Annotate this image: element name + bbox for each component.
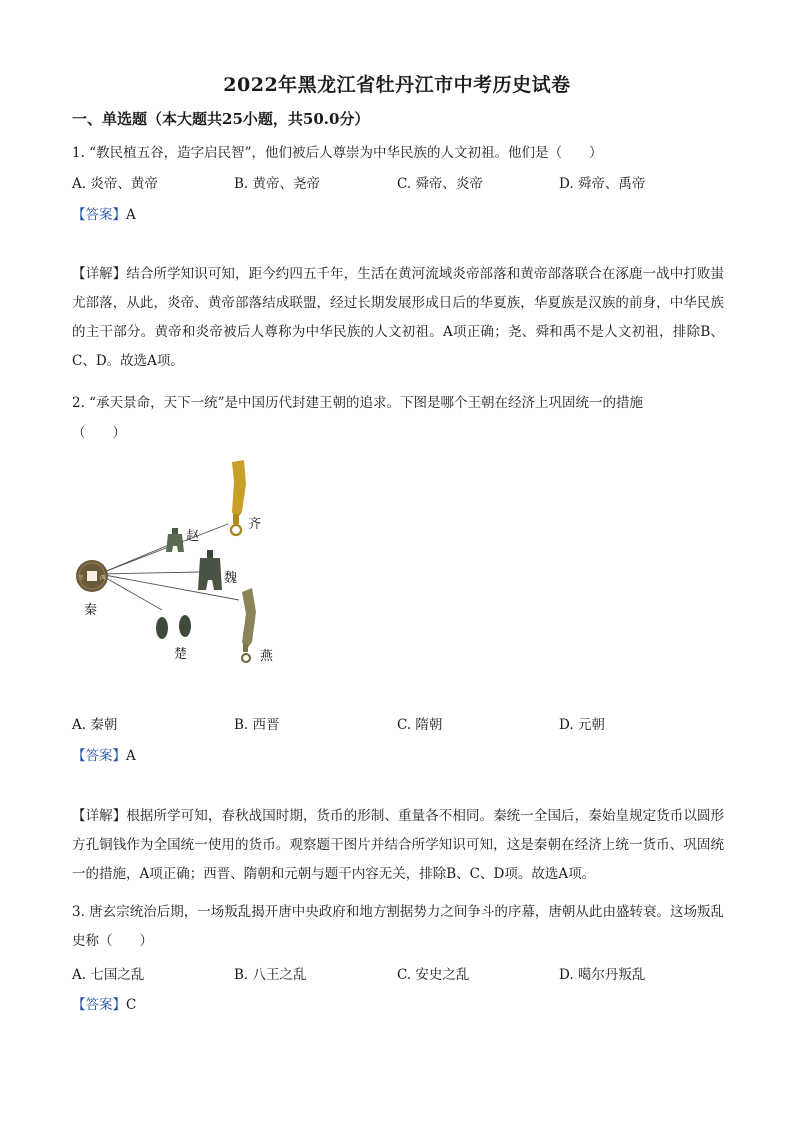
q2-explanation: 【详解】根据所学可知，春秋战国时期，货币的形制、重量各不相同。秦统一全国后，秦始皇规定货币以圆形方孔铜钱作为全国统一使用的货币。观察题干图片并结合所学知识可知，这是秦朝在经济上统一货币、巩固统一的措施，A项正确；西晋、隋朝和元朝与题干内容无关，排除B、C、D项。故选A项。 [72,808,724,882]
section-heading: 一、单选题（本大题共25小题，共50.0分） [72,110,370,128]
zhao-spade-coin-icon [166,528,184,552]
q1-explanation: 【详解】结合所学知识可知，距今约四五千年，生活在黄河流域炎帝部落和黄帝部落联合在涿鹿一战中打败蚩尤部落，从此，炎帝、黄帝部落结成联盟，经过长期发展形成日后的华夏族，华夏族是汉族的前身，中华民族的主干部分。黄帝和炎帝被后人尊称为中华民族的人文初祖。A项正确；尧、舜和禹不是人文初祖，排除B、C、D。故选A项。 [72,266,724,369]
q1-option-b[interactable]: B. 黄帝、尧帝 [234,176,321,192]
answer-tag: 【答案】 [72,997,126,1013]
q2-stem-bracket: （ ） [72,425,126,441]
label-qi: 齐 [248,517,262,532]
q2-answer-value: A [126,748,136,764]
label-zhao: 赵 [186,529,200,544]
q2-option-a[interactable]: A. 秦朝 [72,717,118,733]
q3-stem: 3. 唐玄宗统治后期，一场叛乱揭开唐中央政府和地方割据势力之间争斗的序幕，唐朝从此由盛转衰。这场叛乱史称（ ） [72,904,724,949]
q1-options [72,172,732,192]
svg-text:两: 两 [100,575,107,582]
q3-option-d[interactable]: D. 噶尔丹叛乱 [559,967,646,983]
q2-stem: 2. “承天景命，天下一统”是中国历代封建王朝的追求。下图是哪个王朝在经济上巩固统一的措施 [72,395,643,411]
q1-option-a[interactable]: A. 炎帝、黄帝 [72,176,158,192]
label-chu: 楚 [174,647,188,662]
q1-answer [72,203,136,223]
label-yan: 燕 [260,649,274,664]
q2-option-c[interactable]: C. 隋朝 [397,717,443,733]
answer-tag: 【答案】 [72,748,126,764]
q1-stem: 1. “教民植五谷，造字启民智”，他们被后人尊崇为中华民族的人文初祖。他们是（ ） [72,145,603,161]
yan-knife-coin-icon [242,588,256,662]
q3-option-b[interactable]: B. 八王之乱 [234,967,307,983]
wei-spade-coin-icon [198,550,222,590]
q2-option-b[interactable]: B. 西晋 [234,717,280,733]
qin-coin-icon [76,560,108,592]
chu-ant-nose-coin-icon [156,615,191,639]
label-wei: 魏 [224,571,238,586]
svg-text:半: 半 [78,575,85,582]
label-qin: 秦 [84,603,98,618]
q3-answer-value: C [126,997,137,1013]
q3-option-c[interactable]: C. 安史之乱 [397,967,470,983]
q3-answer [72,993,136,1013]
answer-tag: 【答案】 [72,207,126,223]
q3-option-a[interactable]: A. 七国之乱 [72,967,145,983]
q1-option-c[interactable]: C. 舜帝、炎帝 [397,176,483,192]
q2-options [72,713,732,733]
q1-answer-value: A [126,207,136,223]
q2-option-d[interactable]: D. 元朝 [559,717,605,733]
q2-answer [72,744,136,764]
qi-knife-coin-icon [231,460,246,535]
currency-figure [64,452,294,682]
q1-option-d[interactable]: D. 舜帝、禹帝 [559,176,646,192]
page-title: 2022年黑龙江省牡丹江市中考历史试卷 [223,74,571,96]
q3-options [72,963,732,983]
